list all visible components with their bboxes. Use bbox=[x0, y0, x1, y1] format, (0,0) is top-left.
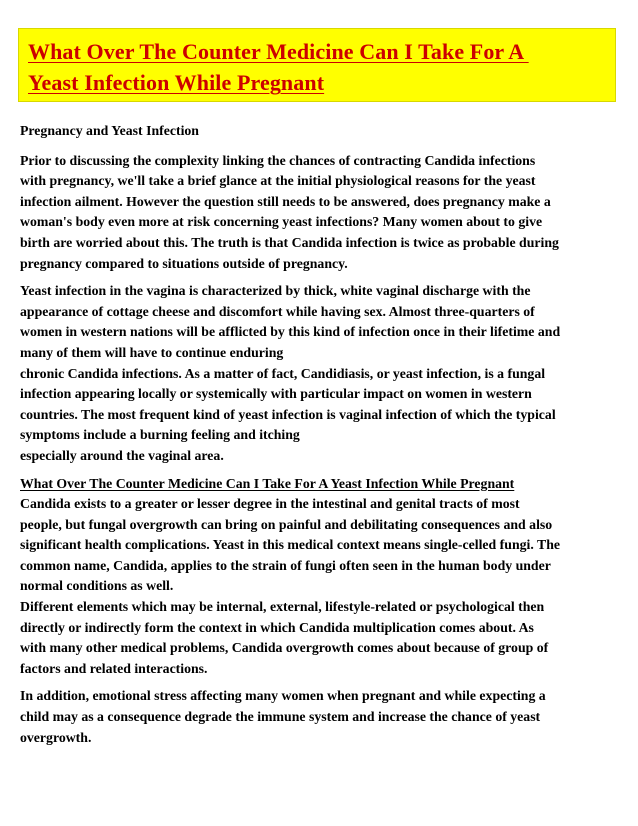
text-line: Different elements which may be internal, external, lifestyle-related or psychological then bbox=[20, 599, 545, 615]
text-line: birth are worried about this. The truth is that Candida infection is twice as probable during bbox=[20, 234, 559, 250]
text-line: child may as a consequence degrade the immune system and increase the chance of yeast bbox=[20, 709, 541, 725]
text-line: people, but fungal overgrowth can bring on painful and debilitating consequences and also bbox=[20, 516, 553, 532]
text-line: with pregnancy, we'll take a brief glance at the initial physiological reasons for the yeast bbox=[20, 173, 536, 189]
paragraph-3 bbox=[20, 474, 618, 680]
title-banner bbox=[18, 28, 616, 102]
paragraph-2 bbox=[20, 281, 618, 466]
text-line: chronic Candida infections. As a matter of fact, Candidiasis, or yeast infection, is a fungal bbox=[20, 365, 546, 381]
document-body bbox=[20, 121, 618, 755]
text-line: many of them will have to continue enduring bbox=[20, 344, 284, 360]
text-line: with many other medical problems, Candida overgrowth comes about because of group of bbox=[20, 640, 549, 656]
title-line: Yeast Infection While Pregnant bbox=[28, 70, 325, 95]
link-heading: What Over The Counter Medicine Can I Take For A Yeast Infection While Pregnant bbox=[20, 475, 515, 491]
text-line: infection ailment. However the question still needs to be answered, does pregnancy make a bbox=[20, 193, 551, 209]
text-line: Yeast infection in the vagina is characterized by thick, white vaginal discharge with the bbox=[20, 283, 531, 299]
text-line: symptoms include a burning feeling and itching bbox=[20, 427, 300, 443]
text-line: In addition, emotional stress affecting many women when pregnant and while expecting a bbox=[20, 688, 546, 704]
paragraph-4 bbox=[20, 686, 618, 748]
text-line: infection appearing locally or systemically with particular impact on women in western bbox=[20, 386, 532, 402]
paragraph-1 bbox=[20, 151, 618, 275]
text-line: Candida exists to a greater or lesser degree in the intestinal and genital tracts of most bbox=[20, 496, 520, 512]
text-line: pregnancy compared to situations outside of pregnancy. bbox=[20, 255, 348, 271]
document-title bbox=[28, 36, 615, 98]
text-line: overgrowth. bbox=[20, 729, 92, 745]
text-line: significant health complications. Yeast in this medical context means single-celled fungi. The bbox=[20, 537, 560, 553]
text-line: normal conditions as well. bbox=[20, 578, 174, 594]
text-line: factors and related interactions. bbox=[20, 660, 208, 676]
section-heading: Pregnancy and Yeast Infection bbox=[20, 123, 199, 138]
text-line: directly or indirectly form the context in which Candida multiplication comes about. As bbox=[20, 619, 534, 635]
text-line: countries. The most frequent kind of yeast infection is vaginal infection of which the typical bbox=[20, 406, 556, 422]
text-line: Prior to discussing the complexity linking the chances of contracting Candida infections bbox=[20, 152, 536, 168]
text-line: woman's body even more at risk concerning yeast infections? Many women about to give bbox=[20, 214, 543, 230]
title-line: What Over The Counter Medicine Can I Take For A bbox=[28, 39, 529, 64]
text-line: appearance of cottage cheese and discomfort while having sex. Almost three-quarters of bbox=[20, 303, 535, 319]
text-line: common name, Candida, applies to the strain of fungi often seen in the human body under bbox=[20, 557, 551, 573]
text-line: especially around the vaginal area. bbox=[20, 447, 224, 463]
text-line: women in western nations will be afflicted by this kind of infection once in their lifetime and bbox=[20, 324, 561, 340]
